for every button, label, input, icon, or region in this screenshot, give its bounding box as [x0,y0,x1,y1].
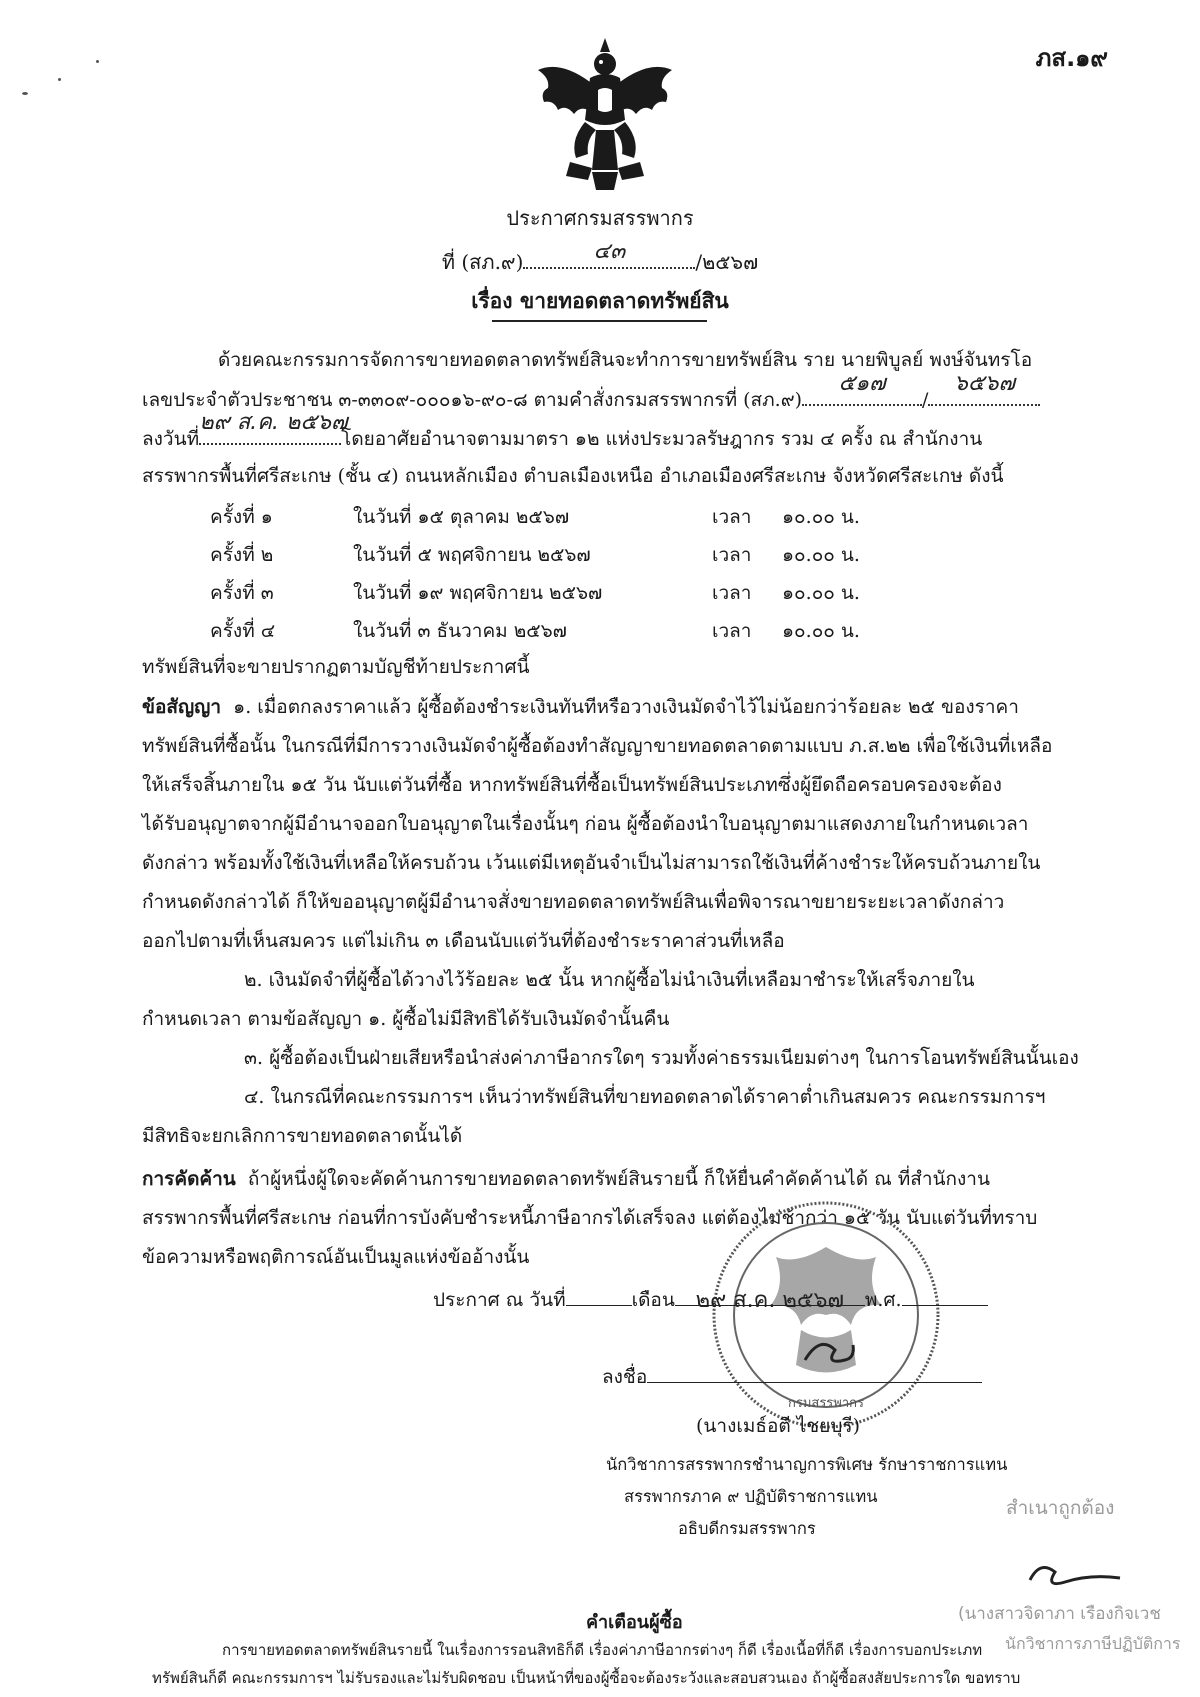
schedule-time: ๑๐.๐๐ น. [782,506,860,528]
sign-label: ลงชื่อ [602,1366,648,1388]
term-1-line-2: ทรัพย์สินที่ซื้อนั้น ในกรณีที่มีการวางเงินมัดจำผู้ซื้อต้องทำสัญญาขายทอดตลาดตามแบบ ภ.ส.๒๒ เพื่อใช้เงินที่เหลือ [142,735,1053,757]
date-field [199,410,348,445]
schedule-date: ในวันที่ ๓ ธันวาคม ๒๕๖๗ [353,620,567,642]
announcement-number [0,239,1200,278]
order-separator: / [922,389,929,411]
objection-line-3: ข้อความหรือพฤติการณ์อันเป็นมูลแห่งข้ออ้างนั้น [142,1246,530,1268]
term-1-line-3: ให้เสร็จสิ้นภายใน ๑๕ วัน นับแต่วันที่ซื้อ หากทรัพย์สินที่ซื้อเป็นทรัพย์สินประเภทซึ่งผู้ยึดถือครอบครองจะต้อง [142,774,1002,796]
signer-name: (นางเมธ์อตี ไชยบุรี) [696,1415,861,1437]
schedule-time-label: เวลา [712,544,752,566]
term-1-line-6: กำหนดดังกล่าวได้ ก็ให้ขออนุญาตผู้มีอำนาจสั่งขายทอดตลาดทรัพย์สินเพื่อพิจารณาขยายระยะเวลาดังกล่าว [142,891,1005,913]
schedule-round: ครั้งที่ ๒ [210,544,274,566]
schedule-round: ครั้งที่ ๓ [210,582,274,604]
schedule-time-label: เวลา [712,582,752,604]
form-code: ภส.๑๙ [1035,44,1108,72]
term-1-line-7: ออกไปตามที่เห็นสมควร แต่ไม่เกิน ๓ เดือนนับแต่วันที่ต้องชำระราคาส่วนที่เหลือ [142,930,785,952]
signer-position-2: สรรพากรภาค ๙ ปฏิบัติราชการแทน [624,1487,878,1506]
scan-speck [58,78,61,81]
announce-month-label: เดือน [631,1289,675,1311]
intro-line-4: สรรพากรพื้นที่ศรีสะเกษ (ชั้น ๔) ถนนหลักเมือง ตำบลเมืองเหนือ อำเภอเมืองศรีสะเกษ จังหวัดศรีสะเกษ ดังนี้ [142,465,1004,487]
seal-text: กรมสรรพากร [787,1396,865,1411]
number-suffix: /๒๕๖๗ [695,250,759,274]
schedule-time-label: เวลา [712,620,752,642]
terms-heading: ข้อสัญญา [142,696,222,718]
signature-line [602,1364,982,1391]
order-no-handwritten: ๕๑๗ [838,371,886,396]
day-blank [566,1305,632,1306]
number-handwritten: ๔๓ [593,239,626,264]
dated-label: ลงวันที่ [142,428,200,450]
order-year-handwritten: ๖๕๖๗ [953,371,1016,396]
term-1-line-4: ได้รับอนุญาตจากผู้มีอำนาจออกใบอนุญาตในเรื่องนั้นๆ ก่อน ผู้ซื้อต้องนำใบอนุญาตมาแสดงภายในกำหนดเวลา [142,813,1029,835]
garuda-emblem-icon [530,30,680,195]
term-3: ๓. ผู้ซื้อต้องเป็นฝ่ายเสียหรือนำส่งค่าภาษีอากรใดๆ รวมทั้งค่าธรรมเนียมต่างๆ ในการโอนทรัพย์สินนั้นเอง [244,1047,1079,1069]
schedule-date: ในวันที่ ๑๙ พฤศจิกายน ๒๕๖๗ [353,582,603,604]
date-handwritten: ๒๙ ส.ค. ๒๕๖๗ [199,410,348,435]
intro-line-1: ด้วยคณะกรรมการจัดการขายทอดตลาดทรัพย์สินจะทำการขายทรัพย์สิน ราย นายพิบูลย์ พงษ์จันทรโอ [218,349,1033,371]
scan-speck [22,92,28,95]
announce-date-line [433,1287,988,1314]
objection-line-1 [142,1166,990,1193]
schedule-date: ในวันที่ ๕ พฤศจิกายน ๒๕๖๗ [353,544,591,566]
certifier-signature-icon [1020,1550,1130,1600]
schedule-round: ครั้งที่ ๔ [210,620,276,642]
terms-line-1 [142,694,1019,721]
intro-line-3 [142,410,983,453]
signer-position-1: นักวิชาการสรรพากรชำนาญการพิเศษ รักษาราชการแทน [606,1455,1008,1474]
year-blank [902,1305,988,1306]
announce-day-label: ประกาศ ณ วันที่ [433,1289,566,1311]
number-prefix: ที่ (สภ.๙) [441,250,524,274]
schedule-time: ๑๐.๐๐ น. [782,620,860,642]
term-1-line-5: ดังกล่าว พร้อมทั้งใช้เงินที่เหลือให้ครบถ้วน เว้นแต่มีเหตุอันจำเป็นไม่สามารถใช้เงินที่ค้างชำระให้ครบถ้วนภายใน [142,852,1041,874]
announce-year-label: พ.ศ. [864,1289,902,1311]
signer-position-3: อธิบดีกรมสรรพากร [678,1519,816,1538]
schedule-time-label: เวลา [712,506,752,528]
number-dotted-field [523,239,695,269]
term-2-line-1: ๒. เงินมัดจำที่ผู้ซื้อได้วางไว้ร้อยละ ๒๕ นั้น หากผู้ซื้อไม่นำเงินที่เหลือมาชำระให้เสร็จภายใน [244,969,975,991]
term-4-line-2: มีสิทธิจะยกเลิกการขายทอดตลาดนั้นได้ [142,1125,463,1147]
subject-underline [492,320,707,322]
signature-blank [647,1382,982,1383]
schedule-time: ๑๐.๐๐ น. [782,582,860,604]
certifier-position: นักวิชาการภาษีปฏิบัติการ [1005,1634,1181,1653]
intro-line-2-text: เลขประจำตัวประชาชน ๓-๓๓๐๙-๐๐๐๑๖-๙๐-๘ ตามคำสั่งกรมสรรพากรที่ (สภ.๙) [142,389,803,411]
objection-text-1: ถ้าผู้หนึ่งผู้ใดจะคัดค้านการขายทอดตลาดทรัพย์สินรายนี้ ก็ให้ยื่นคำคัดค้านได้ ณ ที่สำนักงาน [247,1168,990,1190]
term-4-line-1: ๔. ในกรณีที่คณะกรรมการฯ เห็นว่าทรัพย์สินที่ขายทอดตลาดได้ราคาต่ำเกินสมควร คณะกรรมการฯ [244,1086,1046,1108]
assets-note: ทรัพย์สินที่จะขายปรากฏตามบัญชีท้ายประกาศนี้ [142,656,530,678]
scan-speck [96,60,99,63]
term-1-line-1: ๑. เมื่อตกลงราคาแล้ว ผู้ซื้อต้องชำระเงินทันทีหรือวางเงินมัดจำไว้ไม่น้อยกว่าร้อยละ ๒๕ ของราคา [233,696,1019,718]
schedule-round: ครั้งที่ ๑ [210,506,273,528]
term-2-line-2: กำหนดเวลา ตามข้อสัญญา ๑. ผู้ซื้อไม่มีสิทธิได้รับเงินมัดจำนั้นคืน [142,1008,670,1030]
objection-heading: การคัดค้าน [142,1168,236,1190]
official-seal-icon [706,1195,946,1435]
schedule-time: ๑๐.๐๐ น. [782,544,860,566]
intro-line-3-text: โดยอาศัยอำนาจตามมาตรา ๑๒ แห่งประมวลรัษฎากร รวม ๔ ครั้ง ณ สำนักงาน [341,428,983,450]
warning-line-1: การขายทอดตลาดทรัพย์สินรายนี้ ในเรื่องการรอนสิทธิก็ดี เรื่องค่าภาษีอากรต่างๆ ก็ดี เรื่องเนื้อที่ก็ดี เรื่องการบอกประเภท [222,1641,983,1659]
warning-line-2: ทรัพย์สินก็ดี คณะกรรมการฯ ไม่รับรองและไม่รับผิดชอบ เป็นหน้าที่ของผู้ซื้อจะต้องระวังและสอบสวนเอง ถ้าผู้ซื้อสงสัยประการใด ขอทราบ [152,1669,1021,1687]
certified-copy-label: สำเนาถูกต้อง [1006,1497,1115,1519]
warning-heading: คำเตือนผู้ซื้อ [586,1612,683,1633]
announce-date-stamp: ๒๙ ส.ค. ๒๕๖๗ [695,1288,845,1313]
order-year-field [928,371,1040,406]
objection-line-2: สรรพากรพื้นที่ศรีสะเกษ ก่อนที่การบังคับชำระหนี้ภาษีอากรได้เสร็จลง แต่ต้องไม่ช้ากว่า ๑๕ วัน นับแต่วันที่ทราบ [142,1207,1038,1229]
signature-scribble-icon [795,1330,865,1380]
certifier-name: (นางสาวจิดาภา เรืองกิจเวช [958,1604,1161,1624]
subject-title: เรื่อง ขายทอดตลาดทรัพย์สิน [471,288,729,313]
month-blank [675,1288,865,1313]
order-no-field [802,371,922,406]
agency-title: ประกาศกรมสรรพากร [506,206,694,230]
schedule-date: ในวันที่ ๑๕ ตุลาคม ๒๕๖๗ [353,506,570,528]
